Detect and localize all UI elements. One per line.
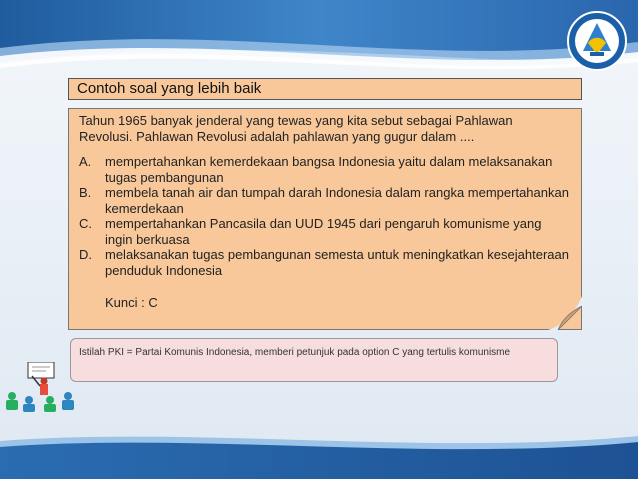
option-text: membela tanah air dan tumpah darah Indonesia dalam rangka mempertahankan kemerdekaan (105, 185, 569, 216)
option-letter: A. (79, 154, 92, 169)
option-letter: C. (79, 216, 92, 231)
option-a (79, 154, 569, 185)
note-text: Istilah PKI = Partai Komunis Indonesia, memberi petunjuk pada option C yang tertulis komunisme (79, 347, 511, 358)
question-text: Tahun 1965 banyak jenderal yang tewas yang kita sebut sebagai Pahlawan Revolusi. Pahlawan Revolusi adalah pahlawan yang gugur dalam .... (79, 113, 513, 144)
tut-wuri-handayani-logo (566, 10, 628, 72)
option-text: mempertahankan kemerdekaan bangsa Indonesia yaitu dalam melaksanakan tugas pembangunan (105, 154, 553, 185)
answer-key: Kunci : C (105, 295, 158, 310)
question-box (68, 108, 582, 330)
option-list (79, 154, 569, 278)
option-text: melaksanakan tugas pembangunan semesta untuk meningkatkan kesejahteraan penduduk Indonesia (105, 247, 569, 278)
option-letter: D. (79, 247, 92, 262)
page-curl-corner (548, 296, 582, 330)
option-letter: B. (79, 185, 92, 200)
option-text: mempertahankan Pancasila dan UUD 1945 dari pengaruh komunisme yang ingin berkuasa (105, 216, 542, 247)
slide-title: Contoh soal yang lebih baik (77, 80, 262, 97)
note-box (70, 338, 558, 382)
option-c (79, 216, 569, 247)
slide-title-bar (68, 78, 582, 100)
teacher-with-students-icon (2, 362, 78, 412)
option-b (79, 185, 569, 216)
option-d (79, 247, 569, 278)
